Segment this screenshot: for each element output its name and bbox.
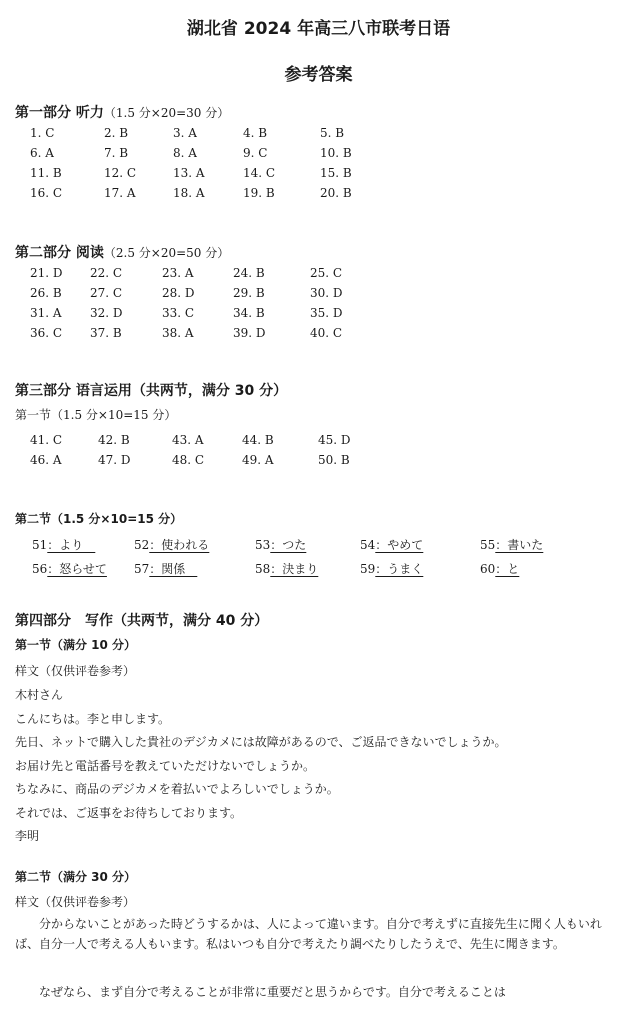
answer-item: 7. B	[104, 146, 129, 160]
answer-item: 34. B	[233, 306, 265, 320]
part1-heading-text: 第一部分 听力	[15, 105, 104, 121]
letter-line: 先日、ネットで購入した貴社のデジカメには故障があるので、ご返品できないでしょうか。	[15, 735, 507, 749]
cloze-answer: ：書いた	[495, 538, 544, 552]
cloze-number: 58	[255, 562, 271, 576]
essay-paragraph-2: なぜなら、まず自分で考えることが非常に重要だと思うからです。自分で考えることは	[39, 985, 506, 999]
cloze-item	[255, 536, 306, 553]
cloze-number: 53	[255, 538, 271, 552]
answer-item: 20. B	[320, 186, 352, 200]
answer-item: 32. D	[90, 306, 123, 320]
cloze-answer: ：と	[495, 562, 520, 576]
answer-item: 24. B	[233, 266, 265, 280]
part2-points: （2.5 分×20=50 分）	[103, 246, 230, 260]
cloze-number: 59	[360, 562, 376, 576]
cloze-item	[32, 536, 95, 553]
part4-section1-label: 第一节（满分 10 分）	[15, 638, 137, 652]
answer-item: 12. C	[104, 166, 137, 180]
answer-item: 2. B	[104, 126, 129, 140]
answer-item: 31. A	[30, 306, 62, 320]
cloze-answer: ：つた	[270, 538, 307, 552]
cloze-number: 57	[134, 562, 150, 576]
cloze-number: 51	[32, 538, 48, 552]
answer-item: 17. A	[104, 186, 136, 200]
answer-item: 5. B	[320, 126, 345, 140]
cloze-number: 54	[360, 538, 376, 552]
answer-item: 36. C	[30, 326, 63, 340]
part3-section2-label: 第二节（1.5 分×10=15 分）	[15, 512, 183, 526]
answer-item: 21. D	[30, 266, 63, 280]
answer-item: 13. A	[173, 166, 205, 180]
cloze-item	[255, 560, 318, 577]
cloze-item	[480, 536, 543, 553]
answer-item: 27. C	[90, 286, 123, 300]
cloze-item	[480, 560, 519, 577]
letter-line: ちなみに、商品のデジカメを着払いでよろしいでしょうか。	[15, 782, 339, 796]
letter-line: こんにちは。李と申します。	[15, 711, 171, 726]
answer-item: 15. B	[320, 166, 352, 180]
answer-item: 16. C	[30, 186, 63, 200]
answer-item: 10. B	[320, 146, 352, 160]
answer-item: 37. B	[90, 326, 122, 340]
answer-item: 43. A	[172, 433, 204, 447]
answer-item: 4. B	[243, 126, 268, 140]
essay-paragraph-1: 分からないことがあった時どうするかは、人によって違います。自分で考えずに直接先生に聞く人もいれば、自分一人で考える人もいます。私はいつも自分で考えたり調べたりしたうえで、先生に聞きます。	[15, 917, 602, 951]
part4-section2-note: 样文（仅供评卷参考）	[15, 895, 136, 909]
part1-points: （1.5 分×20=30 分）	[103, 106, 230, 120]
answer-item: 25. C	[310, 266, 343, 280]
part3-heading: 第三部分 语言运用（共两节，满分 30 分）	[15, 383, 288, 399]
letter-line: それでは、ご返事をお待ちしております。	[15, 805, 243, 820]
answer-item: 41. C	[30, 433, 63, 447]
answer-item: 6. A	[30, 146, 54, 160]
answer-item: 18. A	[173, 186, 205, 200]
cloze-number: 56	[32, 562, 48, 576]
answer-item: 42. B	[98, 433, 130, 447]
answer-item: 46. A	[30, 453, 62, 467]
part2-heading-text: 第二部分 阅读	[15, 245, 104, 261]
letter-line: お届け先と電話番号を教えていただけないでしょうか。	[15, 758, 316, 773]
answer-item: 44. B	[242, 433, 274, 447]
answer-item: 19. B	[243, 186, 275, 200]
answer-item: 3. A	[173, 126, 197, 140]
cloze-answer: ：より	[47, 538, 96, 552]
cloze-answer: ：使われる	[149, 538, 210, 552]
answer-item: 47. D	[98, 453, 131, 467]
part4-section2-label: 第二节（满分 30 分）	[15, 870, 137, 884]
answer-item: 14. C	[243, 166, 276, 180]
answer-item: 40. C	[310, 326, 343, 340]
cloze-answer: ：決まり	[270, 562, 319, 576]
answer-item: 28. D	[162, 286, 195, 300]
cloze-item	[134, 560, 197, 577]
answer-item: 29. B	[233, 286, 265, 300]
document-title: 湖北省 2024 年高三八市联考日语	[186, 19, 451, 39]
cloze-item	[32, 560, 107, 577]
cloze-answer: ：怒らせて	[47, 562, 107, 576]
answer-item: 11. B	[30, 166, 62, 180]
cloze-item	[360, 560, 423, 577]
letter-line: 木村さん	[15, 688, 64, 702]
cloze-number: 60	[480, 562, 496, 576]
answer-item: 1. C	[30, 126, 55, 140]
cloze-answer: ：うまく	[375, 562, 424, 576]
cloze-item	[134, 536, 209, 553]
answer-item: 39. D	[233, 326, 266, 340]
part4-section1-note: 样文（仅供评卷参考）	[15, 664, 136, 678]
answer-item: 9. C	[243, 146, 268, 160]
answer-item: 8. A	[173, 146, 197, 160]
cloze-answer: ：やめて	[375, 538, 424, 552]
answer-item: 35. D	[310, 306, 343, 320]
cloze-item	[360, 536, 423, 553]
answer-item: 26. B	[30, 286, 62, 300]
answer-item: 22. C	[90, 266, 123, 280]
cloze-number: 55	[480, 538, 496, 552]
letter-line: 李明	[15, 829, 40, 843]
part3-section1-label: 第一节（1.5 分×10=15 分）	[15, 408, 177, 422]
document-subtitle: 参考答案	[284, 65, 353, 85]
answer-item: 23. A	[162, 266, 194, 280]
answer-item: 45. D	[318, 433, 351, 447]
cloze-number: 52	[134, 538, 150, 552]
cloze-answer: ：関係	[149, 562, 198, 576]
answer-item: 30. D	[310, 286, 343, 300]
answer-item: 33. C	[162, 306, 195, 320]
answer-item: 38. A	[162, 326, 194, 340]
part1-heading	[15, 102, 229, 122]
answer-item: 48. C	[172, 453, 205, 467]
part2-heading	[15, 242, 229, 262]
part4-heading: 第四部分 写作（共两节，满分 40 分）	[15, 613, 269, 629]
answer-item: 49. A	[242, 453, 274, 467]
answer-item: 50. B	[318, 453, 350, 467]
